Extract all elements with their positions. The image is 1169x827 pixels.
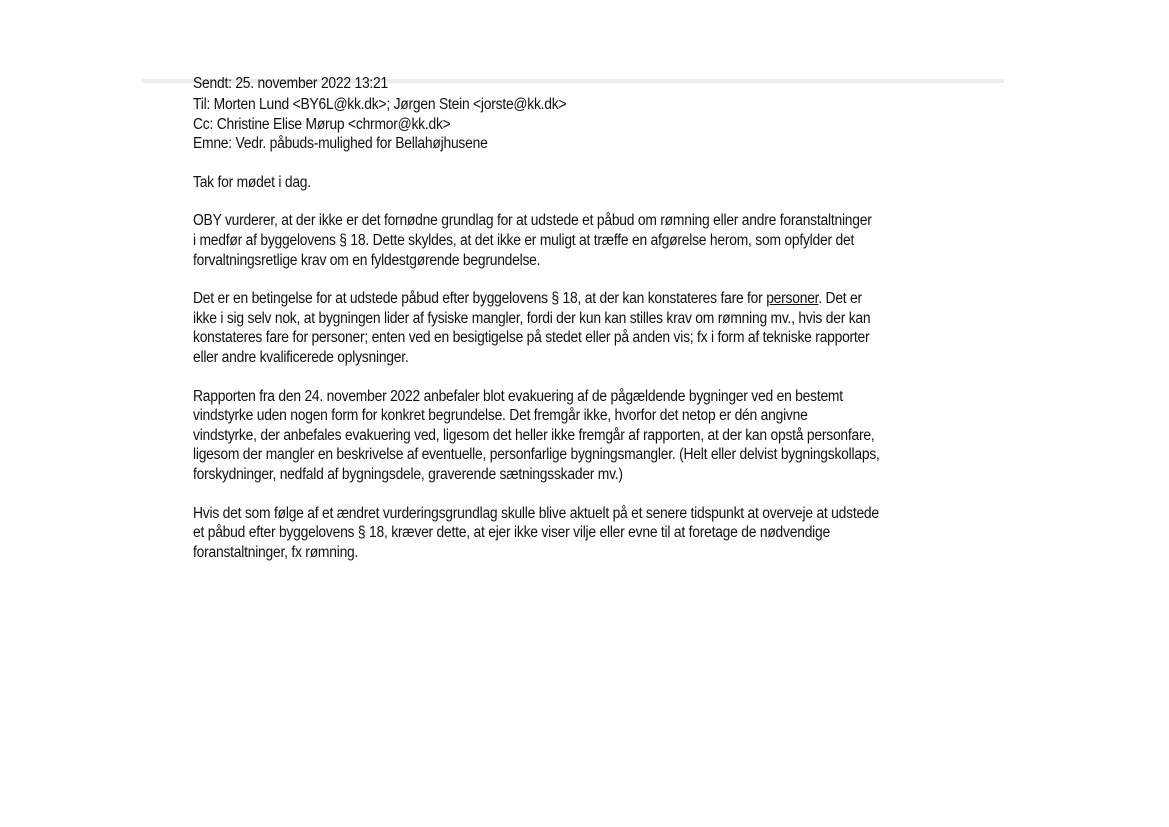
email-paragraph-3	[193, 387, 904, 485]
paragraph-line: Rapporten fra den 24. november 2022 anbefaler blot evakuering af de pågældende bygninger ved en bestemt	[193, 387, 843, 405]
email-sent-line	[193, 77, 904, 95]
email-subject-line: Emne: Vedr. påbuds-mulighed for Bellahøjhusene	[193, 135, 488, 153]
email-cc-line: Cc: Christine Elise Mørup <chrmor@kk.dk>	[193, 115, 451, 133]
paragraph-text: . Det er	[818, 290, 862, 308]
paragraph-line: forvaltningsretlige krav om en fyldestgørende begrundelse.	[193, 251, 541, 269]
paragraph-line: eller andre kvalificerede oplysninger.	[193, 348, 409, 366]
paragraph-line: OBY vurderer, at der ikke er det fornødne grundlag for at udstede et påbud om rømning eller andre foranstaltninger	[193, 212, 872, 230]
underlined-term-personer: personer	[766, 290, 819, 308]
email-paragraph-1	[193, 211, 904, 270]
paragraph-line: foranstaltninger, fx rømning.	[193, 543, 359, 561]
paragraph-line: ligesom der mangler en beskrivelse af eventuelle, personfarlige bygningsmangler. (Helt eller delvist bygningskollaps,	[193, 446, 880, 464]
paragraph-line: vindstyrke, der anbefales evakuering ved, ligesom det heller ikke fremgår af rapporten, at der kan opstå personfare,	[193, 426, 875, 444]
paragraph-line	[193, 289, 904, 309]
paragraph-line: konstateres fare for personer; enten ved en besigtigelse på stedet eller på anden vis; fx i form af tekniske rapporter	[193, 329, 870, 347]
paragraph-line: et påbud efter byggelovens § 18, kræver dette, at ejer ikke viser vilje eller evne til at foretage de nødvendige	[193, 524, 830, 542]
email-sent-text: Sendt: 25. november 2022 13:21	[193, 77, 389, 92]
paragraph-line: forskydninger, nedfald af bygningsdele, graverende sætningsskader mv.)	[193, 465, 623, 483]
email-to-line: Til: Morten Lund <BY6L@kk.dk>; Jørgen Stein <jorste@kk.dk>	[193, 96, 567, 113]
paragraph-text: Det er en betingelse for at udstede påbud efter byggelovens § 18, at der kan konstateres fare for	[193, 290, 767, 308]
email-paragraph-4	[193, 504, 904, 563]
email-paragraph-2	[193, 289, 904, 367]
paragraph-line: Hvis det som følge af et ændret vurderingsgrundlag skulle blive aktuelt på et senere tidspunkt at overveje at udstede	[193, 504, 879, 522]
paragraph-line: ikke i sig selv nok, at bygningen lider af fysiske mangler, fordi der kun kan stilles krav om rømning mv., hvis der kan	[193, 309, 871, 327]
email-greeting: Tak for mødet i dag.	[193, 173, 311, 191]
paragraph-line: vindstyrke uden nogen form for konkret begrundelse. Det fremgår ikke, hvorfor det netop er dén angivne	[193, 407, 808, 425]
email-document	[193, 77, 904, 562]
paragraph-line: i medfør af byggelovens § 18. Dette skyldes, at det ikke er muligt at træffe en afgørelse herom, som opfylder det	[193, 231, 855, 249]
